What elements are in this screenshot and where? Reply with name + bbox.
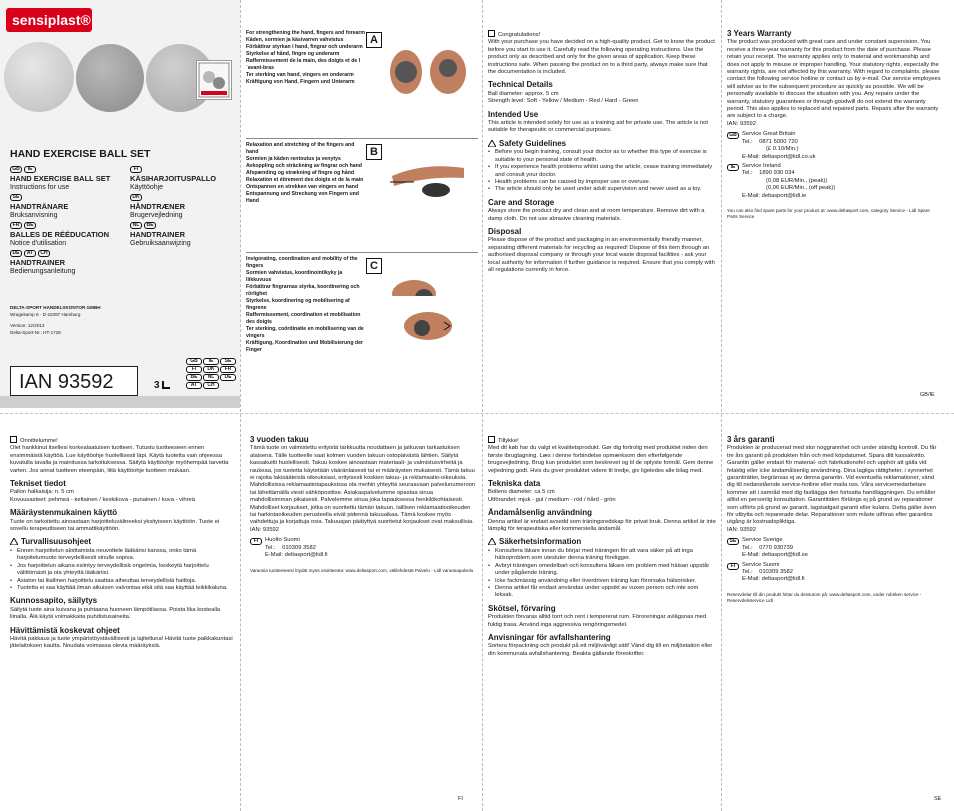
fi-warranty-text: Tämä tuote on valmistettu erityistä tarkkuutta noudattaen ja jatkuvan tarkastuksen alaisena. Tälle tuotteelle saat kolmen vuoden takuun ostopäivästä lähtien. Säilytä kassakuitti huolellisesti. Takuu koskee ainoastaan materiaali- ja valmistusvirheitä ja raukeaa, jos tuotetta käytetään vääränlaisesti tai ei määräysten mukaisesti. Tämä takuu ei rajoita lakisääteisiä oikeuksiasi, erityisesti koskien takuu- ja reklamaatio-oikeuksia. Mahdollisissa reklamaatiotapauksissa ota meihin yhteyttä seuraavaan palvelunumeroon tai lähettämällä viesti sähköpostitse. Asiakaspalvelumme opastaa sinua mahdollisimman pikaisesti. Palvelemme sinua joka tapauksessa henkilökohtaisesti. Mahdolliset korjaukset, jotka on suoritettu tämän takuun, laillisen reklamaatiooikeuden tai harkintaoikeuden perusteella eivät pidennä takuuaikaa. Tämä koskee myös vaihdettuja ja korjattuja osia. Takuuajan päätyttyä suoritetut korjaukset ovat maksullisia. xyxy=(250,445,476,526)
gb-warranty-panel xyxy=(727,30,941,220)
step-line: Raffermissement, coordination et mobilisation des doigts xyxy=(246,312,361,325)
gb-care-text: Always store the product dry and clean and at room temperature. Remove dirt with a damp cloth. Do not use abrasive cleaning materials. xyxy=(488,208,705,222)
product-title: HAND EXERCISE BALL SET xyxy=(10,148,151,160)
se-safety-heading: Säkerhetsinformation xyxy=(499,537,582,547)
fi-intro: Olet hankkinut itsellesi korkealaatuisen tuotteen. Tutustu tuotteeseen ennen ensimmäistä käyttöä. Lue käyttöohje huolellisesti läpi. Käytä tuotetta vain ohjeessa kuvatulla tavalla ja mainitussa tarkoituksessa. Säilytä käyttöohje myöhempää tarvetta varten. Jos annat tuotteen eteenpäin, liitä käyttöohje tuotteen mukaan. xyxy=(10,445,229,474)
flag-icon: FI xyxy=(727,563,739,570)
fi-disposal-text: Hävitä pakkaus ja tuote ympäristöystävällisesti ja lajiteltuna! Hävitä tuote paikkakuntasi jätelaitoksen kautta. Noudata voimassa olevia määräyksiä. xyxy=(10,635,233,650)
language-list-left xyxy=(10,166,130,278)
step-line: Sormien ja käden rentoutus ja venytys xyxy=(246,156,341,162)
gb-warranty-heading: 3 Years Warranty xyxy=(727,29,792,38)
flag-icon: CH xyxy=(203,382,219,389)
step-line: Förbättrar styrkan i hand, fingrar och underarm xyxy=(246,44,363,50)
flag-icon: BE xyxy=(144,222,156,229)
ball-soft-image xyxy=(4,42,74,112)
fi-care-text: Säilytä tuote aina kuivana ja puhtaana huoneen lämpötilassa. Poista lika kostealla liinalla. Älä käytä voimakkaita puhdistusaineita. xyxy=(10,606,221,621)
fi-safety-list xyxy=(10,548,236,592)
fi-spare-parts: Varaosia tuotteeseesi löydät myös osoitteesta: www.deltasport.com, välilehdestä Palvelu - Lidl varaosapalvelu xyxy=(250,567,474,573)
flag-row xyxy=(10,250,130,257)
service-name: Service Suomi xyxy=(742,561,780,568)
fi-warranty-panel xyxy=(250,436,476,574)
warranty-years xyxy=(154,380,170,391)
book-icon xyxy=(488,436,495,443)
se-spare-parts: Reservdelar till din produkt hittar du dessutom på: www.deltasport.com, under rubriken service - Reservdelsservice Lidl xyxy=(727,591,922,603)
flag-icon: IE xyxy=(24,166,36,173)
step-c-badge: C xyxy=(366,258,382,274)
language-subtitle: Notice d'utilisation xyxy=(10,240,67,247)
book-icon xyxy=(10,436,17,443)
se-safety-list xyxy=(488,548,716,600)
fi-main-panel xyxy=(10,436,236,651)
flag-icon: FI xyxy=(250,538,262,545)
step-line: Förbättrar fingrarnas styrka, koordinering och rörlighet xyxy=(246,284,360,297)
gb-main-panel xyxy=(488,30,716,274)
tel-label: Tel.: xyxy=(742,544,753,551)
version: Version: 12/2013 xyxy=(10,323,45,328)
language-subtitle: Brugervejledning xyxy=(130,212,183,219)
tel-label: Tel.: xyxy=(742,170,753,177)
country-flag-grid xyxy=(186,358,238,389)
list-item: • Konsultera läkare innan du börjar med träningen för att vara säker på att inga hälsoproblem som utesluter denna träning föreligger. xyxy=(488,548,716,563)
language-entry xyxy=(10,250,130,276)
step-line: Ter sterking van hand, vingers en onderarm xyxy=(246,72,354,78)
step-line: Styrkelse, koordinering og mobilisering af fingrene xyxy=(246,298,350,311)
se-warranty-text: Produkten är producerad med stor noggrannhet och under ständig kontroll. Du får tre års garanti på produkten från och med köpdatumet. Spara ditt kassakvitto. Garantin gäller endast för material- och fabrikationsfel och upphör att gälla vid felaktig eller icke ändamålsenlig användning. Dina lagliga rättigheter, i synnerhet garantirätter, begränsas ej av denna garantin. Vid eventuella reklamationer, vänd dig till nedanstående service-hotline eller maila oss. Våra servicemedarbetare kommer att i samråd med dig fastlägga den fortsatta handläggningen. Du erhåller alltid en personlig konsultation. Garantitiden förlängs ej på grund av reparationer som utförts på grund av garanti, lagstadgad garanti eller kulans. Detta gäller även för utbytta och reparerade delar. Reparationer som måste utföras efter garantins utgång är kostnadspliktiga. xyxy=(727,445,937,526)
service-se xyxy=(727,537,941,559)
gb-disposal-text: Please dispose of the product and packaging in an environmentally friendly manner, separating different materials for recycling as required! Dispose of this item through an authorised disposal company or through your local waste disposal facilities - ask your local authority for information if further guidance is required. Ensure that you comply with all regulations currently in force. xyxy=(488,237,715,273)
cover-bottom-strip xyxy=(0,396,240,408)
list-item: • Avbryt träningen omedelbart och konsultera läkare om problem med hälsan uppstår under pågående träning. xyxy=(488,563,716,578)
step-line: Entspannung und Streckung von Fingern und Hand xyxy=(246,191,359,204)
language-entry xyxy=(10,166,130,192)
flag-icon: GB xyxy=(727,132,739,139)
tel-number: 0770 930739 xyxy=(759,544,793,551)
service-name: Service Great Britain xyxy=(742,131,796,138)
flag-icon: NL xyxy=(130,222,142,229)
warning-icon xyxy=(488,140,496,147)
step-b-image xyxy=(384,142,472,220)
service-fi xyxy=(250,537,476,559)
service-email: E-Mail: deltasport@lidl.fi xyxy=(742,576,805,583)
gb-spare-parts: You can also find spare parts for your product at: www.deltasport.com, category Service - Lidl Spare Parts Service xyxy=(727,207,930,219)
language-title: KÄSIHARJOITUSPALLO xyxy=(130,174,217,183)
tel-number: 010309 3582 xyxy=(759,568,793,575)
language-entry xyxy=(10,194,130,220)
step-line: For strengthening the hand, fingers and forearm xyxy=(246,30,366,36)
page-label: GB/IE xyxy=(920,392,935,398)
flag-icon: DE xyxy=(10,250,22,257)
language-title: HANDTRAINER xyxy=(130,230,185,239)
gb-use-heading: Intended Use xyxy=(488,109,539,119)
service-name: Service Ireland xyxy=(742,162,781,169)
step-line: Sormien vahvistus, koordinointikyky ja liikkuvuus xyxy=(246,270,343,283)
service-name: Service Sverige xyxy=(742,537,783,544)
cover-panel xyxy=(0,0,240,408)
fold-line xyxy=(721,0,722,811)
service-email: E-Mail: deltasport@lidl.se xyxy=(742,552,808,559)
list-item: • Tuotetta ei saa käyttää ilman aikuisen valvontaa eikä sitä saa käyttää leikkikaluna. xyxy=(10,585,236,592)
packaging-thumbnail xyxy=(196,60,232,100)
warranty-years-number: 3 xyxy=(154,380,160,391)
service-fi xyxy=(727,562,941,584)
language-subtitle: Instructions for use xyxy=(10,184,70,191)
list-item: • Asiaton tai liiallinen harjoittelu saattaa aiheuttaa terveydellisiä haittoja. xyxy=(10,578,236,585)
gb-intro: With your purchase you have decided on a high-quality product. Get to know the product before you start to use it. Carefully read the following operating instructions. Use the product only as described and only for the given areas of application. Keep these instructions safe. When passing the product on to a third party, always make sure that the documentation is included. xyxy=(488,39,715,76)
flag-icon: SE xyxy=(727,538,739,545)
gb-care-heading: Care and Storage xyxy=(488,197,555,207)
fi-use-heading: Määräystenmukainen käyttö xyxy=(10,508,118,518)
se-use-heading: Ändamålsenlig användning xyxy=(488,508,593,518)
language-title: HANDTRÄNARE xyxy=(10,202,69,211)
flag-icon: FR xyxy=(10,222,22,229)
step-line: Avkoppling och sträckning av fingrar och hand xyxy=(246,163,362,169)
language-subtitle: Gebruiksaanwijzing xyxy=(130,240,191,247)
service-ie xyxy=(727,163,941,200)
language-title: HAND EXERCISE BALL SET xyxy=(10,174,111,183)
se-congrats: Tillykke! xyxy=(498,438,519,444)
flag-icon: SE xyxy=(220,358,236,365)
language-entry xyxy=(10,222,130,248)
flag-icon: SE xyxy=(10,194,22,201)
service-email: E-Mail: deltasport@lidl.co.uk xyxy=(742,153,816,160)
warning-icon xyxy=(10,538,18,545)
list-item: • If you experience health problems whilst using the article, cease training immediately and consult your doctor. xyxy=(488,164,716,179)
step-a-badge: A xyxy=(366,32,382,48)
service-gb xyxy=(727,131,941,161)
step-c-text xyxy=(246,256,368,354)
gb-congrats: Congratulations! xyxy=(498,32,541,38)
language-title: BALLES DE RÉÉDUCATION xyxy=(10,230,110,239)
company-info xyxy=(10,304,101,336)
tel-rate: (0,06 EUR/Min., (off peak)) xyxy=(766,185,836,192)
list-item: • Denna artikel får endast användas under uppsikt av vuxen person och inte som leksak. xyxy=(488,585,716,600)
warning-icon xyxy=(488,538,496,545)
flag-icon: FI xyxy=(186,366,202,373)
tel-label: Tel.: xyxy=(742,568,753,575)
page-label: SE xyxy=(934,796,942,802)
flag-icon: DK xyxy=(203,366,219,373)
gb-disposal-heading: Disposal xyxy=(488,226,522,236)
step-separator xyxy=(246,252,478,253)
step-line: Kräftigung, Koordination und Mobilisierung der Finger xyxy=(246,340,363,353)
tel-rate: (0,08 EUR/Min., (peak)) xyxy=(766,177,828,184)
gb-tech-heading: Technical Details xyxy=(488,80,553,90)
step-separator xyxy=(246,138,478,139)
fold-line xyxy=(240,0,241,811)
service-name: Huolto Suomi xyxy=(265,537,300,544)
gb-safety-heading: Safety Guidelines xyxy=(499,138,567,148)
tel-number: 1890 930 034 xyxy=(759,170,795,177)
language-subtitle: Bruksanvisning xyxy=(10,212,58,219)
gb-warranty-text: The product was produced with great care and under constant supervision. You receive a three-year warranty for this product from the date of purchase. Please retain your receipt. The warranty applies only to material and workmanship and does not apply to misuse or improper handling. Your statutory rights, especially the warranty rights, are not affected by this warranty. With regard to complaints, please contact the following service hotline or contact us by e-mail. Our service employees will advise as to the subsequent procedure as quickly as possible. We will be personally available to discuss the situation with you. Any repairs under the warranty, statutory guarantees or through goodwill do not extend the warranty period. This also applies to replaced and repaired parts. Repairs after the warranty are subject to a charge. xyxy=(727,39,941,120)
list-item: • Before you begin training, consult your doctor as to whether this type of exercise is suitable to your personal state of health. xyxy=(488,149,716,164)
flag-icon: DE xyxy=(220,374,236,381)
se-tech-heading: Tekniska data xyxy=(488,479,541,489)
fi-disposal-heading: Hävittämistä koskevat ohjeet xyxy=(10,625,120,635)
flag-icon: AT xyxy=(186,382,202,389)
fold-line xyxy=(0,413,954,414)
list-item: • The article should only be used under adult supervision and never used as a toy. xyxy=(488,186,716,193)
flag-icon: BE xyxy=(24,222,36,229)
gb-tech-line: Strength level: Soft - Yellow / Medium - Red / Hard - Green xyxy=(488,98,639,105)
step-a-text xyxy=(246,30,368,86)
flag-row xyxy=(10,222,130,229)
tel-number: 010309 3582 xyxy=(282,544,316,551)
language-subtitle: Bedienungsanleitung xyxy=(10,268,76,275)
item-number: Delta-Sport-Nr.: HT-1728 xyxy=(10,330,61,335)
se-warranty-heading: 3 års garanti xyxy=(727,435,775,444)
se-disposal-heading: Anvisningar för avfallshantering xyxy=(488,632,611,642)
page-label: FI xyxy=(458,796,463,802)
se-ian: IAN: 93592 xyxy=(727,526,757,533)
fi-warranty-heading: 3 vuoden takuu xyxy=(250,435,309,444)
fi-tech-heading: Tekniset tiedot xyxy=(10,479,66,489)
tel-rate: (£ 0.10/Min.) xyxy=(766,146,799,153)
flag-icon: FR xyxy=(220,366,236,373)
se-care-heading: Skötsel, förvaring xyxy=(488,603,556,613)
fi-safety-heading: Turvallisuusohjeet xyxy=(21,537,92,547)
se-use-text: Denna artikel är endast avsedd som träningsredskap för privat bruk. Denna artikel är inte lämplig för terapeutiska eller kommersiella ändamål. xyxy=(488,518,716,533)
se-main-panel xyxy=(488,436,716,658)
flag-row xyxy=(130,222,238,229)
language-entry xyxy=(130,222,238,248)
step-a-image xyxy=(384,30,472,108)
se-tech-line: Bollens diameter: ca 5 cm xyxy=(488,489,555,496)
company-name: DELTA-SPORT HANDELSKONTOR GMBH xyxy=(10,305,101,310)
step-line: Käden, sormien ja käsivarren vahvistus xyxy=(246,37,344,43)
gb-safety-list xyxy=(488,149,716,193)
step-line: Relaxation et étirement des doigts et de la main xyxy=(246,177,364,183)
fold-line xyxy=(482,0,483,811)
step-line: Kräftigung von Hand, Fingern und Unterarm xyxy=(246,79,355,85)
language-entry xyxy=(130,194,238,220)
list-item: • Jos harjoittelun aikana esiintyy terveydellisiä ongelmia, keskeytä harjoittelu välittömästi ja ota yhteyttä lääkäriisi. xyxy=(10,563,236,578)
step-c-image-2 xyxy=(384,296,472,356)
language-list-right xyxy=(130,166,238,250)
flag-icon: BE xyxy=(186,374,202,381)
step-b-badge: B xyxy=(366,144,382,160)
se-intro: Med dit køb har du valgt et kvalitetsprodukt. Gør dig fortrolig med produktet inden den første ibrugtagning. Læs i denne forbindelse opmærksom den efterfølgende brugsvejledning. Brug kun produktet som beskrevet og til de oplyste formål. Gem denne vejledning godt. Hvis du giver produktet videre til tredje, giv ligeledes alle bilag med. xyxy=(488,445,714,474)
se-care-text: Produkten förvaras alltid torrt och rent i tempererat rum. Föroreningar avlägsnas med fuktig trasa. Använd inga aggressiva rengöringsmedel. xyxy=(488,614,707,628)
flag-icon: IE xyxy=(203,358,219,365)
language-title: HANDTRAINER xyxy=(10,258,65,267)
gb-tech-line: Ball diameter: approx. 5 cm xyxy=(488,90,559,97)
flag-icon: IE xyxy=(727,164,739,171)
gb-use-text: This article is intended solely for use as a training aid for private use. The article is not suitable for therapeutic or commercial purposes. xyxy=(488,120,708,134)
flag-icon: AT xyxy=(24,250,36,257)
step-line: Raffermissement de la main, des doigts et de l´avant-bras xyxy=(246,58,361,71)
se-tech-line: Utförandet: mjuk - gul / medium - röd / hård - grön xyxy=(488,496,616,503)
list-item: • Ennen harjoittelun aloittamista neuvottele lääkärisi kanssa, onko tämä harjoitelumuoto terveydellisesti sinulle sopiva. xyxy=(10,548,236,563)
step-line: Relaxation and stretching of the fingers and hand xyxy=(246,142,355,155)
se-warranty-panel xyxy=(727,436,941,604)
list-item: • Icke fackmässig användning eller överdriven träning kan förorsaka hälsorisker. xyxy=(488,578,716,585)
tel-label: Tel.: xyxy=(265,544,276,551)
flag-row xyxy=(10,194,130,201)
flag-row xyxy=(10,166,130,173)
step-line: Invigorating, coordination and mobility of the fingers xyxy=(246,256,358,269)
step-b-text xyxy=(246,142,368,205)
tel-number: 0871 5000 720 xyxy=(759,138,798,145)
flag-icon: GB xyxy=(10,166,22,173)
brand-logo: sensiplast® xyxy=(6,8,92,32)
step-line: Styrkelse af hånd, fingre og underarm xyxy=(246,51,340,57)
service-email: E-Mail: deltasport@lidl.fi xyxy=(265,552,328,559)
book-icon xyxy=(488,30,495,37)
language-entry xyxy=(130,166,238,192)
fi-congrats: Onnittelumme! xyxy=(20,438,58,444)
tel-label: Tel.: xyxy=(742,138,753,145)
warranty-icon xyxy=(162,381,170,389)
flag-icon: CH xyxy=(38,250,50,257)
flag-icon: DK xyxy=(130,194,142,201)
se-disposal-text: Sortera förpackning och produkt på ett miljövänligt sätt! Vänd dig till en miljöstation eller din kommunala avfallshantering. Beakta gällande föreskrifter. xyxy=(488,643,713,657)
language-subtitle: Käyttöohje xyxy=(130,184,164,191)
fi-ian: IAN: 93592 xyxy=(250,526,280,533)
company-address: Wragekamp 6 · D-22397 Hamburg xyxy=(10,312,81,317)
flag-row xyxy=(130,194,238,201)
fi-care-heading: Kunnossapito, säilytys xyxy=(10,596,98,606)
step-line: Ter sterking, coördinatie en mobilisering van de vingers xyxy=(246,326,364,339)
step-line: Afspænding og strækning af fingre og hånd xyxy=(246,170,355,176)
fi-tech-line: Pallon halkaisija: n. 5 cm xyxy=(10,489,74,496)
flag-icon: FI xyxy=(130,166,142,173)
fi-use-text: Tuote on tarkoitettu ainoastaan harjoitteluvälineeksi yksityiseen käyttöön. Tuote ei sovellu terapeuttiseen tai ammattikäyttöön. xyxy=(10,518,220,533)
flag-row xyxy=(130,166,238,173)
step-line: Ontspannen en strekken van vingers en hand xyxy=(246,184,359,190)
ian-number: IAN 93592 xyxy=(10,366,138,396)
list-item: • Health problems can be caused by improper use or overuse. xyxy=(488,179,716,186)
gb-ian: IAN: 93592 xyxy=(727,120,757,127)
service-email: E-Mail: deltasport@lidl.ie xyxy=(742,192,807,199)
ball-medium-image xyxy=(76,44,144,112)
flag-icon: GB xyxy=(186,358,202,365)
flag-icon: NL xyxy=(203,374,219,381)
language-title: HÅNDTRÆNER xyxy=(130,202,185,211)
fi-tech-line: Kovuusasteet: pehmeä - keltainen / keskikova - punainen / kova - vihreä xyxy=(10,496,195,503)
